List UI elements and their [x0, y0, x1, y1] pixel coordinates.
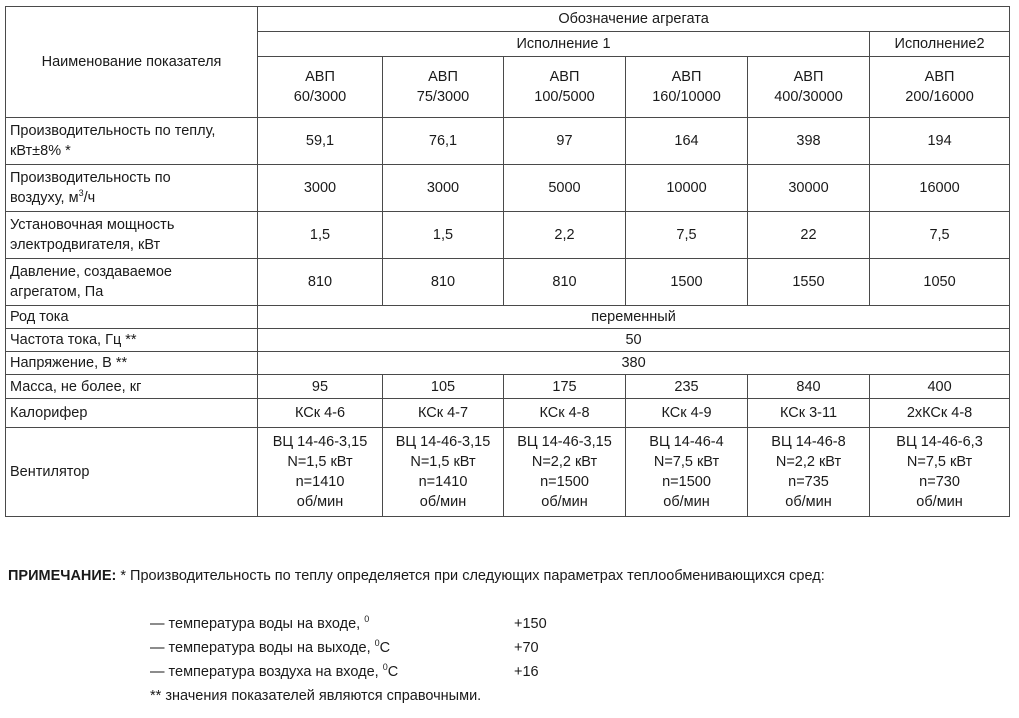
value-cell: КСк 4-6	[258, 399, 383, 428]
value-cell: 16000	[870, 165, 1010, 212]
row-label: Производительность по теплу, кВт±8% *	[6, 118, 258, 165]
header-version-1: Исполнение 1	[258, 32, 870, 57]
table-row-heater	[6, 399, 1010, 428]
value-cell: 2хКСк 4-8	[870, 399, 1010, 428]
value-cell: 7,5	[870, 212, 1010, 259]
model-cell: АВП 400/30000	[748, 57, 870, 118]
value-cell: 76,1	[383, 118, 504, 165]
value-cell: переменный	[258, 306, 1010, 329]
value-cell: 1050	[870, 259, 1010, 306]
value-cell: КСк 4-8	[504, 399, 626, 428]
condition-line: — температура воздуха на входе, $^0$С +16	[150, 662, 398, 683]
value-cell: 1500	[626, 259, 748, 306]
table-row-fan	[6, 428, 1010, 517]
value-cell: ВЦ 14-46-8 N=2,2 кВт n=735 об/мин	[748, 428, 870, 517]
row-label: Давление, создаваемое агрегатом, Па	[6, 259, 258, 306]
value-cell: 50	[258, 329, 1010, 352]
note-text: * Производительность по теплу определяется при следующих параметрах теплообменивающихся сред:	[116, 568, 825, 584]
condition-value: +70	[514, 640, 539, 656]
header-version-2: Исполнение2	[870, 32, 1010, 57]
specifications-table	[5, 6, 1010, 517]
condition-value: +150	[514, 616, 547, 632]
value-cell: 398	[748, 118, 870, 165]
footnote: ** значения показателей являются справочными.	[150, 688, 482, 704]
value-cell: 3000	[258, 165, 383, 212]
value-cell: 840	[748, 375, 870, 399]
model-cell: АВП 100/5000	[504, 57, 626, 118]
table-row-motor-power	[6, 212, 1010, 259]
value-cell: 7,5	[626, 212, 748, 259]
value-cell: 1550	[748, 259, 870, 306]
value-cell: 810	[258, 259, 383, 306]
value-cell: 1,5	[258, 212, 383, 259]
value-cell: 164	[626, 118, 748, 165]
note-title: ПРИМЕЧАНИЕ:	[8, 568, 117, 584]
condition-value: +16	[514, 664, 539, 680]
table-row-pressure	[6, 259, 1010, 306]
value-cell: 95	[258, 375, 383, 399]
row-label: Вентилятор	[6, 428, 258, 517]
row-label: Масса, не более, кг	[6, 375, 258, 399]
model-cell: АВП 75/3000	[383, 57, 504, 118]
table-row-frequency	[6, 329, 1010, 352]
row-label: Частота тока, Гц **	[6, 329, 258, 352]
value-cell: 400	[870, 375, 1010, 399]
value-cell: 810	[383, 259, 504, 306]
value-cell: 10000	[626, 165, 748, 212]
condition-line: — температура воды на выходе, $^0$С +70	[150, 638, 390, 659]
model-cell: АВП 160/10000	[626, 57, 748, 118]
value-cell: 3000	[383, 165, 504, 212]
row-label: Производительность по воздуху, $м^3/ч$	[6, 165, 258, 212]
value-cell: ВЦ 14-46-6,3 N=7,5 кВт n=730 об/мин	[870, 428, 1010, 517]
value-cell: 175	[504, 375, 626, 399]
value-cell: 380	[258, 352, 1010, 375]
model-cell: АВП 60/3000	[258, 57, 383, 118]
model-cell: АВП 200/16000	[870, 57, 1010, 118]
value-cell: 97	[504, 118, 626, 165]
value-cell: 235	[626, 375, 748, 399]
table-row-voltage	[6, 352, 1010, 375]
condition-line: — температура воды на входе, $^0$ +150	[150, 614, 369, 635]
value-cell: 59,1	[258, 118, 383, 165]
value-cell: КСк 3-11	[748, 399, 870, 428]
row-label: Напряжение, В **	[6, 352, 258, 375]
value-cell: 30000	[748, 165, 870, 212]
table-row-heat-output	[6, 118, 1010, 165]
header-row-group	[6, 7, 1010, 32]
note-paragraph	[8, 566, 1004, 587]
row-label: Установочная мощность электродвигателя, кВт	[6, 212, 258, 259]
table-row-air-output	[6, 165, 1010, 212]
value-cell: ВЦ 14-46-3,15 N=2,2 кВт n=1500 об/мин	[504, 428, 626, 517]
value-cell: 810	[504, 259, 626, 306]
value-cell: ВЦ 14-46-3,15 N=1,5 кВт n=1410 об/мин	[258, 428, 383, 517]
value-cell: 194	[870, 118, 1010, 165]
table-row-mass	[6, 375, 1010, 399]
value-cell: 1,5	[383, 212, 504, 259]
row-label: Калорифер	[6, 399, 258, 428]
header-unit-designation: Обозначение агрегата	[258, 7, 1010, 32]
value-cell: 2,2	[504, 212, 626, 259]
value-cell: 22	[748, 212, 870, 259]
value-cell: 5000	[504, 165, 626, 212]
table-row-current-type	[6, 306, 1010, 329]
value-cell: ВЦ 14-46-3,15 N=1,5 кВт n=1410 об/мин	[383, 428, 504, 517]
value-cell: КСк 4-9	[626, 399, 748, 428]
value-cell: ВЦ 14-46-4 N=7,5 кВт n=1500 об/мин	[626, 428, 748, 517]
row-label: Род тока	[6, 306, 258, 329]
value-cell: 105	[383, 375, 504, 399]
value-cell: КСк 4-7	[383, 399, 504, 428]
header-name-column: Наименование показателя	[6, 7, 258, 118]
